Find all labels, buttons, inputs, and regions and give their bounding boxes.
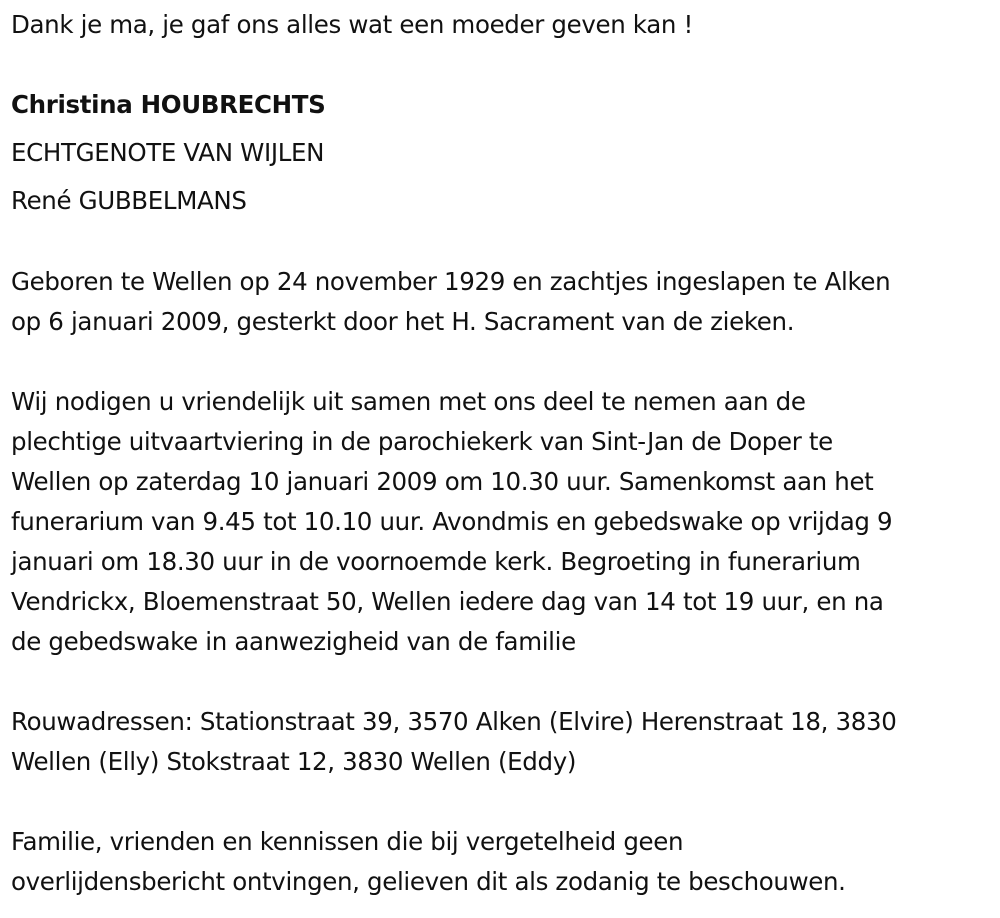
paragraph-line: Wellen (Elly) Stokstraat 12, 3830 Wellen (Eddy): [11, 747, 577, 776]
intro-text: Dank je ma, je gaf ons alles wat een moeder geven kan !: [11, 10, 693, 39]
relation-text: ECHTGENOTE VAN WIJLEN: [11, 138, 325, 167]
spouse-name: René GUBBELMANS: [11, 186, 247, 215]
closing-paragraph: [11, 822, 996, 902]
paragraph-line: overlijdensbericht ontvingen, gelieven dit als zodanig te beschouwen.: [11, 867, 846, 896]
paragraph-line: funerarium van 9.45 tot 10.10 uur. Avondmis en gebedswake op vrijdag 9: [11, 507, 893, 536]
paragraph-line: Familie, vrienden en kennissen die bij vergetelheid geen: [11, 827, 684, 856]
paragraph-line: Wij nodigen u vriendelijk uit samen met ons deel te nemen aan de: [11, 387, 806, 416]
addresses-paragraph: [11, 702, 996, 782]
birth-death-paragraph: [11, 262, 996, 342]
invitation-paragraph: [11, 382, 996, 662]
paragraph-line: op 6 januari 2009, gesterkt door het H. Sacrament van de zieken.: [11, 307, 795, 336]
paragraph-line: Rouwadressen: Stationstraat 39, 3570 Alken (Elvire) Herenstraat 18, 3830: [11, 707, 897, 736]
deceased-name: Christina HOUBRECHTS: [11, 90, 326, 119]
paragraph-line: Vendrickx, Bloemenstraat 50, Wellen iedere dag van 14 tot 19 uur, en na: [11, 587, 884, 616]
paragraph-line: Geboren te Wellen op 24 november 1929 en zachtjes ingeslapen te Alken: [11, 267, 891, 296]
paragraph-line: Wellen op zaterdag 10 januari 2009 om 10.30 uur. Samenkomst aan het: [11, 467, 874, 496]
paragraph-line: de gebedswake in aanwezigheid van de familie: [11, 627, 576, 656]
paragraph-line: plechtige uitvaartviering in de parochiekerk van Sint-Jan de Doper te: [11, 427, 833, 456]
paragraph-line: januari om 18.30 uur in de voornoemde kerk. Begroeting in funerarium: [11, 547, 861, 576]
